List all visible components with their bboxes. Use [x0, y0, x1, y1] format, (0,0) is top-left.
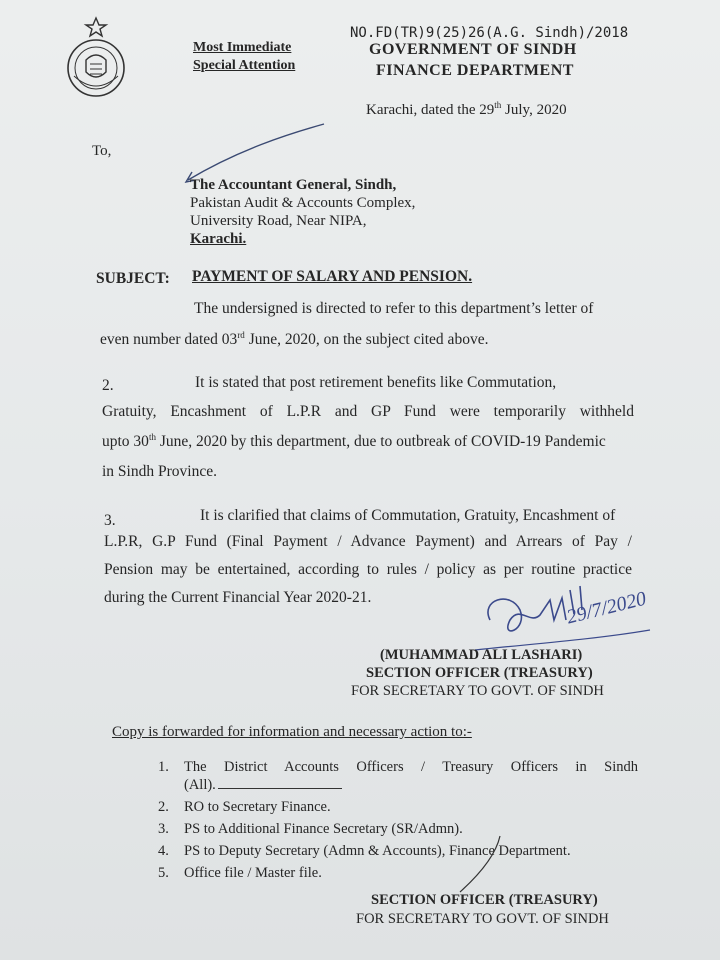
- copy-recipients-list: [158, 758, 638, 886]
- list-item: 2. RO to Secretary Finance.: [158, 799, 331, 815]
- subject-text: PAYMENT OF SALARY AND PENSION.: [192, 268, 473, 285]
- signatory-name: (MUHAMMAD ALI LASHARI): [380, 647, 583, 663]
- footer-title: SECTION OFFICER (TREASURY): [371, 892, 598, 908]
- para2-line3: upto 30th June, 2020 by this department, due to outbreak of COVID-19 Pandemic: [102, 432, 606, 451]
- para3-line3: Pension may be entertained, according to rules / policy as per routine practice: [104, 561, 632, 578]
- addressee-line-2: Pakistan Audit & Accounts Complex,: [190, 195, 416, 211]
- handwritten-date: 29/7/2020: [564, 587, 649, 629]
- pen-stroke-mark: [440, 834, 520, 894]
- para3-line4: during the Current Financial Year 2020-21.: [104, 589, 372, 606]
- addressee-line-4: Karachi.: [190, 231, 247, 247]
- para3-number: 3.: [104, 512, 116, 529]
- government-of-sindh-crest-icon: [60, 16, 132, 100]
- para2-line1: It is stated that post retirement benefits like Commutation,: [195, 374, 557, 391]
- para3-line2: L.P.R, G.P Fund (Final Payment / Advance Payment) and Arrears of Pay /: [104, 533, 632, 550]
- copy-intro: Copy is forwarded for information and necessary action to:-: [112, 724, 472, 740]
- list-item: 5. Office file / Master file.: [158, 865, 322, 881]
- to-label: To,: [92, 143, 112, 159]
- list-item: 3. PS to Additional Finance Secretary (SR/Admn).: [158, 821, 463, 837]
- addressee-line-3: University Road, Near NIPA,: [190, 213, 367, 229]
- priority-line-1: Most Immediate: [193, 40, 292, 55]
- letter-date: Karachi, dated the 29th July, 2020: [366, 100, 567, 118]
- priority-line-2: Special Attention: [193, 58, 296, 73]
- para2-line4: in Sindh Province.: [102, 463, 217, 480]
- signatory-for: FOR SECRETARY TO GOVT. OF SINDH: [351, 683, 604, 699]
- list-item: 1. The District Accounts Officers / Treasury Officers in Sindh (All).: [158, 759, 638, 793]
- org-finance-department: FINANCE DEPARTMENT: [376, 62, 574, 79]
- subject-label: SUBJECT:: [96, 270, 170, 287]
- para2-line2: Gratuity, Encashment of L.P.R and GP Fund were temporarily withheld: [102, 403, 634, 420]
- para2-number: 2.: [102, 377, 114, 394]
- blank-line: [218, 778, 342, 789]
- signatory-title: SECTION OFFICER (TREASURY): [366, 665, 593, 681]
- para1-line2: even number dated 03rd June, 2020, on the subject cited above.: [100, 330, 489, 349]
- footer-for: FOR SECRETARY TO GOVT. OF SINDH: [356, 911, 609, 927]
- addressee-line-1: The Accountant General, Sindh,: [190, 177, 397, 193]
- para3-line1: It is clarified that claims of Commutation, Gratuity, Encashment of: [200, 507, 616, 524]
- para1-line1: The undersigned is directed to refer to this department’s letter of: [194, 300, 594, 317]
- file-number: NO.FD(TR)9(25)26(A.G. Sindh)/2018: [350, 25, 629, 41]
- org-government-of-sindh: GOVERNMENT OF SINDH: [369, 41, 577, 58]
- list-item: 4. PS to Deputy Secretary (Admn & Accounts), Finance Department.: [158, 843, 571, 859]
